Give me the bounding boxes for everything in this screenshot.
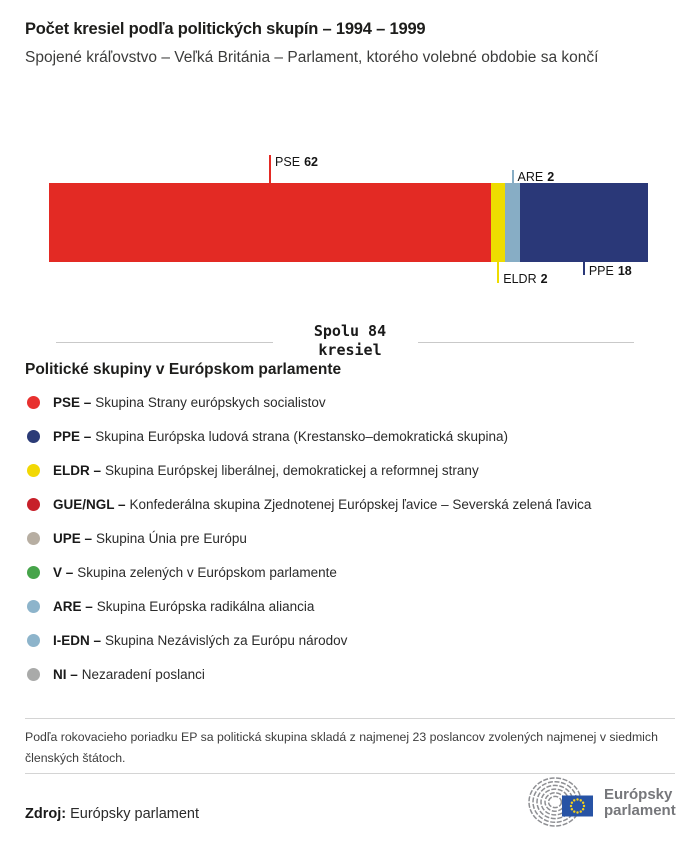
callout-line-pse [269, 155, 271, 183]
legend-item-label [53, 667, 205, 682]
i-edn-color-dot [27, 634, 40, 647]
european-parliament-logo [528, 776, 676, 830]
gue-ngl-color-dot [27, 498, 40, 511]
logo-wordmark [604, 787, 676, 819]
total-seats-line2: kresiel [318, 341, 382, 359]
legend-name: Skupina Nezávislých za Európu národov [105, 632, 348, 648]
legend-item-label [53, 429, 508, 444]
logo-line2: parlament [604, 802, 676, 819]
source-line [25, 806, 199, 822]
total-seats-label [278, 322, 422, 360]
legend-item-pse [27, 392, 326, 412]
legend-item-label [53, 497, 591, 512]
callout-label-eldr: ELDR 2 [503, 272, 548, 286]
legend-item-label [53, 463, 479, 478]
legend-item-are [27, 596, 314, 616]
legend-name: Nezaradení poslanci [81, 666, 205, 682]
legend-heading: Politické skupiny v Európskom parlamente [25, 361, 342, 378]
legend-name: Skupina Európskej liberálnej, demokratickej a reformnej strany [105, 462, 479, 478]
parliament-hemicycle-icon [528, 776, 596, 830]
total-divider-left [56, 342, 273, 343]
bar-segment-eldr [491, 183, 505, 262]
ni-color-dot [27, 668, 40, 681]
legend-item-label [53, 599, 314, 614]
stacked-bar [49, 183, 648, 262]
legend-item-gue-ngl [27, 494, 591, 514]
page-title: Počet kresiel podľa politických skupín – 1994 – 1999 [25, 20, 426, 38]
callout-label-ppe: PPE 18 [588, 264, 632, 278]
legend-name: Skupina zelených v Európskom parlamente [77, 564, 337, 580]
legend-name: Skupina Únia pre Európu [96, 530, 247, 546]
legend-name: Konfederálna skupina Zjednotenej Európskej ľavice – Severská zelená ľavica [129, 496, 592, 512]
source-value: Európsky parlament [70, 806, 200, 822]
legend-item-eldr [27, 460, 479, 480]
legend-item-label [53, 531, 247, 546]
legend-item-label [53, 565, 337, 580]
legend-abbr: NI – [53, 666, 78, 682]
upe-color-dot [27, 532, 40, 545]
legend-abbr: UPE – [53, 530, 93, 546]
callout-label-pse: PSE 62 [275, 155, 318, 169]
total-seats-line1: Spolu 84 [313, 322, 387, 340]
legend-abbr: ARE – [53, 598, 93, 614]
bar-segment-ppe [520, 183, 648, 262]
footnote: Podľa rokovacieho poriadku EP sa politická skupina skladá z najmenej 23 poslancov zvolených najmenej v siedmich členských štátoch. [25, 730, 658, 765]
legend-name: Skupina Európska ludová strana (Krestansko–demokratická skupina) [95, 428, 509, 444]
are-color-dot [27, 600, 40, 613]
legend-item-label [53, 395, 326, 410]
callout-line-ppe [583, 262, 585, 275]
bar-segment-are [505, 183, 519, 262]
legend-name: Skupina Strany európskych socialistov [95, 394, 326, 410]
legend-abbr: V – [53, 564, 74, 580]
legend-abbr: PSE – [53, 394, 92, 410]
legend-item-ni [27, 664, 205, 684]
eldr-color-dot [27, 464, 40, 477]
callout-label-are: ARE 2 [517, 170, 555, 184]
callout-line-eldr [497, 262, 499, 283]
legend-item-upe [27, 528, 247, 548]
v-color-dot [27, 566, 40, 579]
legend-abbr: ELDR – [53, 462, 102, 478]
legend-item-label [53, 633, 347, 648]
callout-line-are [512, 170, 514, 183]
total-divider-right [418, 342, 634, 343]
legend-abbr: PPE – [53, 428, 92, 444]
pse-color-dot [27, 396, 40, 409]
legend-abbr: GUE/NGL – [53, 496, 126, 512]
legend-name: Skupina Európska radikálna aliancia [96, 598, 315, 614]
logo-line1: Európsky [604, 786, 673, 803]
footer-divider-top [25, 718, 675, 719]
legend-item-ppe [27, 426, 508, 446]
bar-segment-pse [49, 183, 491, 262]
source-label: Zdroj: [25, 806, 67, 822]
ppe-color-dot [27, 430, 40, 443]
footer-divider-bottom [25, 773, 675, 774]
legend-abbr: I-EDN – [53, 632, 102, 648]
legend-item-v [27, 562, 337, 582]
legend-item-i-edn [27, 630, 347, 650]
page-subtitle: Spojené kráľovstvo – Veľká Británia – Parlament, ktorého volebné obdobie sa končí [25, 49, 599, 66]
